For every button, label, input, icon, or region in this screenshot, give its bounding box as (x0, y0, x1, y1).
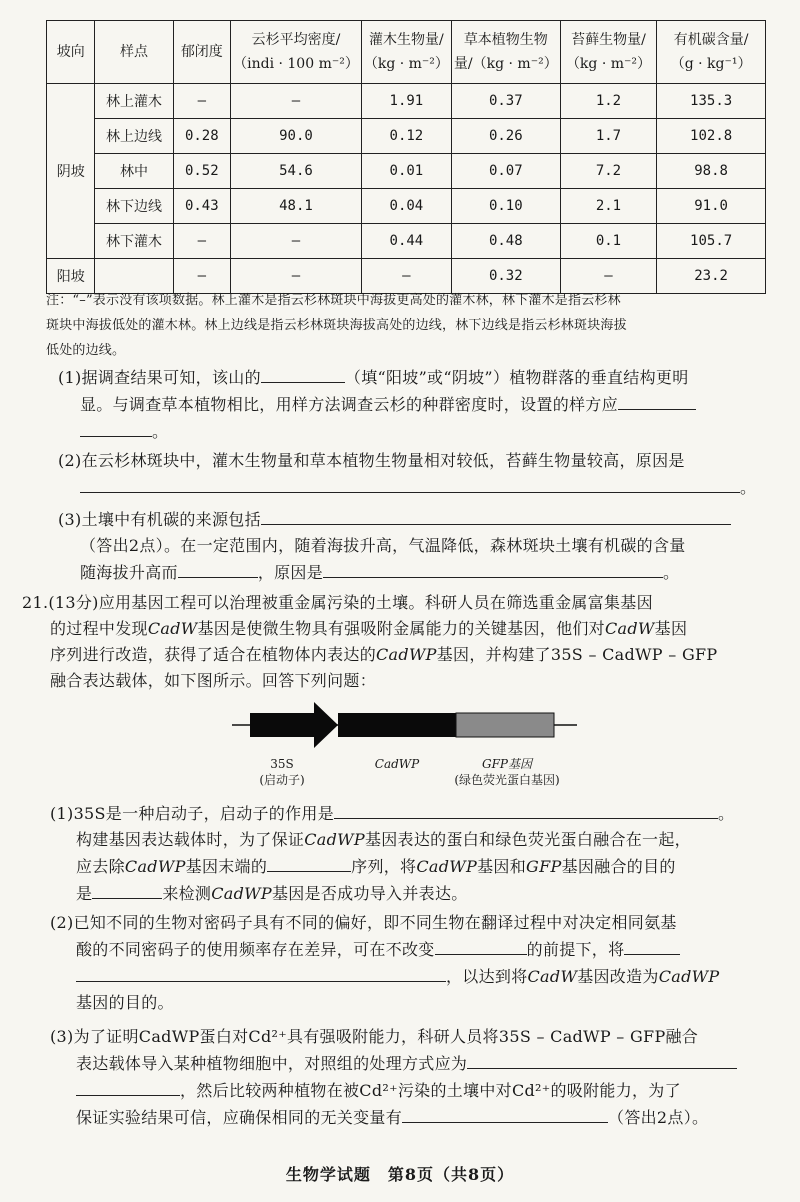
header-slope: 坡向 (47, 21, 95, 84)
header-moss-biomass: 苔藓生物量/ （kg · m⁻²） (560, 21, 657, 84)
table-cell: 102.8 (657, 119, 766, 154)
note-line: 低处的边线。 (46, 343, 126, 358)
table-cell: – (231, 224, 362, 259)
promoter-arrow-shape (250, 702, 338, 748)
table-cell: – (173, 84, 231, 119)
table-cell: 0.04 (361, 189, 451, 224)
answer-blank[interactable] (80, 474, 740, 493)
table-cell: 0.1 (560, 224, 657, 259)
table-cell: 0.28 (173, 119, 231, 154)
q20-part3: (3)土壤中有机碳的来源包括 （答出2点）。在一定范围内，随着海拔升高，气温降低，森林斑块土壤有机碳的含量 随海拔升高而 ，原因是 。 (58, 506, 774, 586)
table-cell: 林上边线 (95, 119, 173, 154)
table-row (47, 224, 766, 259)
table-header-row (47, 21, 766, 84)
table-cell: – (231, 84, 362, 119)
promoter-label: 35S (启动子) (259, 757, 305, 787)
table-cell: 0.07 (451, 154, 560, 189)
part-number: (1) (50, 804, 74, 823)
header-spruce-density: 云杉平均密度/ （indi · 100 m⁻²） (231, 21, 362, 84)
part-number: (2) (58, 451, 82, 470)
table-cell: 98.8 (657, 154, 766, 189)
answer-blank[interactable] (402, 1104, 608, 1123)
header-organic-carbon: 有机碳含量/ （g · kg⁻¹） (657, 21, 766, 84)
table-cell: 0.26 (451, 119, 560, 154)
table-cell: – (173, 224, 231, 259)
answer-blank[interactable] (76, 1077, 180, 1096)
table-cell: 林上灌木 (95, 84, 173, 119)
gfp-label: GFP基因 (绿色荧光蛋白基因) (454, 757, 560, 787)
table-cell: 2.1 (560, 189, 657, 224)
table-row (47, 119, 766, 154)
answer-blank[interactable] (178, 559, 258, 578)
cell-slope-yang: 阳坡 (47, 259, 95, 294)
part-number: (3) (58, 510, 82, 529)
table-cell: 0.10 (451, 189, 560, 224)
q20-part1: (1)据调查结果可知，该山的 （填“阳坡”或“阴坡”）植物群落的垂直结构更明 显。与调查草本植物相比，用样方法调查云杉的种群密度时，设置的样方应 。 (58, 364, 774, 445)
table-cell: 1.2 (560, 84, 657, 119)
table-cell: 135.3 (657, 84, 766, 119)
part-number: (3) (50, 1027, 74, 1046)
table-cell: 91.0 (657, 189, 766, 224)
q21-intro: 21.(13分)应用基因工程可以治理被重金属污染的土壤。科研人员在筛选重金属富集基因 的过程中发现CadW基因是使微生物具有强吸附金属能力的关键基因，他们对CadW基因 序列进行改造，获得了适合在植物体内表达的CadWP基因，并构建了35S – CadWP – GFP 融合表达载体，如下图所示。回答下列问题： (22, 593, 718, 690)
q20-part2: (2)在云杉林斑块中，灌木生物量和草本植物生物量相对较低，苔藓生物量较高，原因是 。 (58, 451, 757, 497)
table-cell: – (560, 259, 657, 294)
answer-blank[interactable] (92, 880, 162, 899)
table-cell: 0.01 (361, 154, 451, 189)
table-cell: 0.43 (173, 189, 231, 224)
cell-slope-yin: 阴坡 (47, 84, 95, 259)
part-number: (2) (50, 913, 74, 932)
table-cell: 54.6 (231, 154, 362, 189)
table-row (47, 189, 766, 224)
fusion-vector-diagram (232, 700, 582, 800)
answer-blank[interactable] (624, 936, 680, 955)
table-cell: 林下边线 (95, 189, 173, 224)
cadwp-label: CadWP (374, 757, 420, 771)
answer-blank[interactable] (76, 963, 446, 982)
table-row (47, 154, 766, 189)
table-row (47, 84, 766, 119)
answer-blank[interactable] (467, 1050, 737, 1069)
question-number: 21. (22, 593, 49, 612)
table-cell: 林下灌木 (95, 224, 173, 259)
answer-blank[interactable] (323, 559, 663, 578)
table-cell: 0.52 (173, 154, 231, 189)
note-line: 注：“–”表示没有该项数据。林上灌木是指云杉林斑块中海拔更高处的灌木林，林下灌木是指云杉林 (46, 293, 621, 308)
header-site: 样点 (95, 21, 173, 84)
table-cell: 0.37 (451, 84, 560, 119)
answer-blank[interactable] (334, 800, 718, 819)
table-cell: 105.7 (657, 224, 766, 259)
table-cell: 90.0 (231, 119, 362, 154)
table-cell: 林中 (95, 154, 173, 189)
table-cell: 1.91 (361, 84, 451, 119)
table-cell: 0.44 (361, 224, 451, 259)
table-cell: 7.2 (560, 154, 657, 189)
table-cell: 48.1 (231, 189, 362, 224)
answer-blank[interactable] (435, 936, 527, 955)
q21-part1: (1)35S是一种启动子，启动子的作用是 。 构建基因表达载体时，为了保证CadWP基因表达的蛋白和绿色荧光蛋白融合在一起， 应去除CadWP基因末端的 序列，将CadWP基因和GFP基因融合的目的 是 来检测CadWP基因是否成功导入并表达。 (50, 800, 774, 907)
header-herb-biomass: 草本植物生物 量/（kg · m⁻²） (451, 21, 560, 84)
vector-svg (232, 700, 582, 750)
table-cell: 0.48 (451, 224, 560, 259)
table-note (46, 288, 770, 363)
table-cell: – (173, 259, 231, 294)
gfp-gene-block (456, 713, 554, 737)
table-cell: 1.7 (560, 119, 657, 154)
answer-blank[interactable] (267, 853, 351, 872)
answer-blank[interactable] (261, 506, 731, 525)
page-footer: 生物学试题 第8页（共8页） (285, 1165, 515, 1184)
answer-blank[interactable] (80, 418, 152, 437)
cadwp-gene-block (338, 713, 456, 737)
answer-blank[interactable] (618, 391, 696, 410)
survey-table (46, 20, 766, 294)
table-cell: 0.32 (451, 259, 560, 294)
answer-blank[interactable] (261, 364, 345, 383)
table-cell: 0.12 (361, 119, 451, 154)
q21-part2: (2)已知不同的生物对密码子具有不同的偏好，即不同生物在翻译过程中对决定相同氨基 酸的不同密码子的使用频率存在差异，可在不改变 的前提下，将 ，以达到将CadW基因改造为CadWP 基因的目的。 (50, 913, 720, 1012)
q21-part3: (3)为了证明CadWP蛋白对Cd²⁺具有强吸附能力，科研人员将35S – CadWP – GFP融合 表达载体导入某种植物细胞中，对照组的处理方式应为 ，然后比较两种植物在被Cd²⁺污染的土壤中对Cd²⁺的吸附能力，为了 保证实验结果可信，应确保相同的无关变量有 （答出2点）。 (50, 1024, 774, 1131)
table-cell: – (361, 259, 451, 294)
note-line: 斑块中海拔低处的灌木林。林上边线是指云杉林斑块海拔高处的边线，林下边线是指云杉林斑块海拔 (46, 318, 627, 333)
table-cell: – (231, 259, 362, 294)
part-number: (1) (58, 368, 82, 387)
header-canopy: 郁闭度 (173, 21, 231, 84)
table-cell: 23.2 (657, 259, 766, 294)
header-shrub-biomass: 灌木生物量/ （kg · m⁻²） (361, 21, 451, 84)
